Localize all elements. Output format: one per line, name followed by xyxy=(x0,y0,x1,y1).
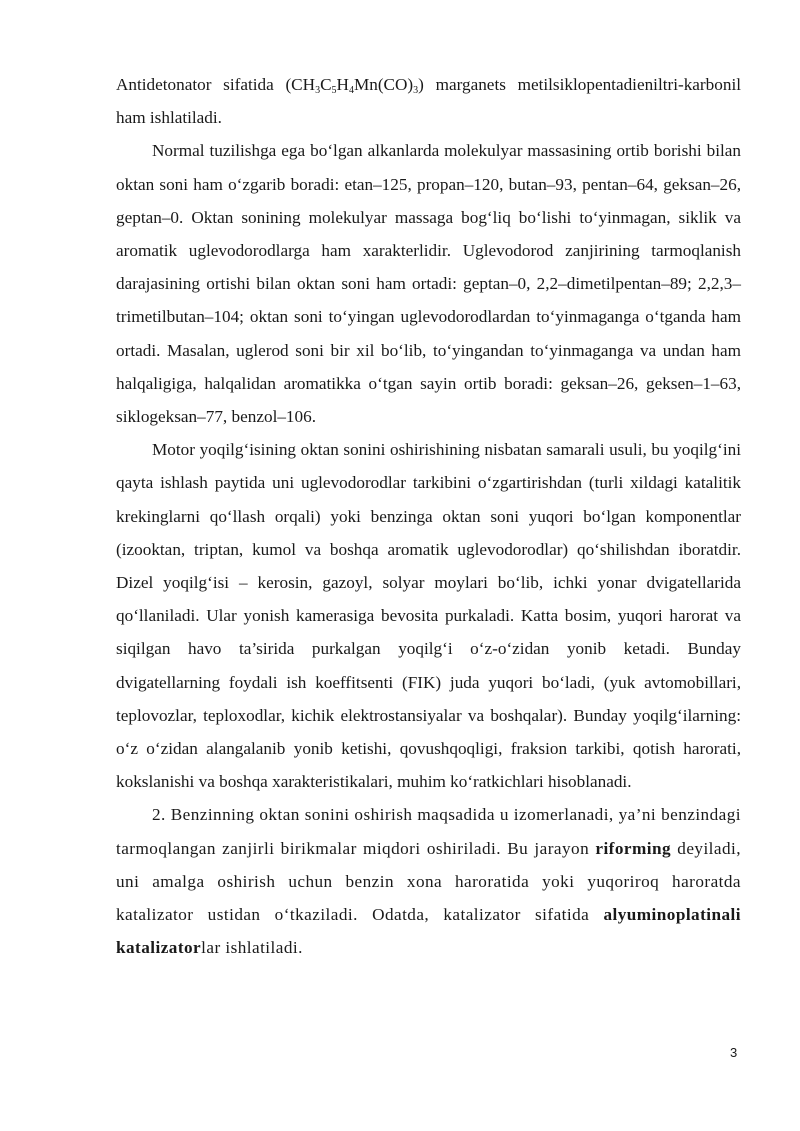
paragraph-reforming xyxy=(116,798,741,964)
p1-text-a: Antidetonator sifatida (CH xyxy=(116,75,316,94)
term-alyuminoplatinali: alyuminoplatinali katalizator xyxy=(116,905,741,958)
body-text xyxy=(116,68,741,964)
p1-text-b: C xyxy=(320,75,332,94)
term-riforming: riforming xyxy=(595,838,672,858)
paragraph-alkanes-octane: Normal tuzilishga ega bo‘lgan alkanlarda molekulyar massasining ortib borishi bilan oktan soni ham o‘zgarib boradi: etan–125, propan–120, butan–93, pentan–64, geksan–26, geptan–0. Oktan sonining molekulyar massaga bog‘liq bo‘lishi to‘yinmagan, siklik va aromatik uglevodorodlarga ham xarakterlidir. Uglevodorod zanjirining tarmoqlanish darajasining ortishi bilan oktan soni ham ortadi: geptan–0, 2,2–dimetilpentan–89; 2,2,3–trimetilbutan–104; oktan soni to‘yingan uglevodorodlardan to‘yinmaganga o‘tganda ham ortadi. Masalan, uglerod soni bir xil bo‘lib, to‘yingandan to‘yinmaganga va undan ham halqaligiga, halqalidan aromatikka o‘tgan sayin ortib boradi: geksan–26, geksen–1–63, siklogeksan–77, benzol–106. xyxy=(116,141,741,427)
formula-sub-2: 5 xyxy=(331,85,337,96)
p4-text-c: lar ishlatiladi. xyxy=(201,938,303,958)
p1-text-c: H xyxy=(336,75,349,94)
p1-text-d: Mn(CO) xyxy=(353,75,414,94)
formula-sub-1: 3 xyxy=(315,85,321,96)
p1-text-e: ) marganets metilsiklopentadieniltri-karbonil ham ishlatiladi. xyxy=(116,75,741,128)
p4-text-a: 2. Benzinning oktan sonini oshirish maqsadida u izomerlanadi, ya’ni benzindagi tarmoqlangan zanjirli birikmalar miqdori oshiriladi. Bu jarayon xyxy=(116,805,741,858)
formula-sub-3: 4 xyxy=(348,85,354,96)
page-number: 3 xyxy=(730,1045,738,1060)
paragraph-motor-fuel: Motor yoqilg‘isining oktan sonini oshirishining nisbatan samarali usuli, bu yoqilg‘ini qayta ishlash paytida uni uglevodorodlar tarkibini o‘zgartirishdan (turli xildagi katalitik krekinglarni qo‘llash orqali) yoki benzinga oktan soni yuqori bo‘lgan komponentlar (izooktan, triptan, kumol va boshqa aromatik uglevodorodlar) qo‘shilishdan iboratdir. Dizel yoqilg‘isi – kerosin, gazoyl, solyar moylari bo‘lib, ichki yonar dvigatellarida qo‘llaniladi. Ular yonish kamerasiga bevosita purkaladi. Katta bosim, yuqori harorat va siqilgan havo ta’sirida purkalgan yoqilg‘i o‘z-o‘zidan yonib ketadi. Bunday dvigatellarning foydali ish koeffitsenti (FIK) juda yuqori bo‘ladi, (yuk avtomobillari, teplovozlar, teploxodlar, kichik elektrostansiyalar va boshqalar). Bunday yoqilg‘ilarning: o‘z o‘zidan alangalanib yonib ketishi, qovushqoqligi, fraksion tarkibi, qotish harorati, kokslanishi va boshqa xarakteristikalari, muhim ko‘ratkichlari hisoblanadi. xyxy=(116,440,741,792)
formula-sub-4: 3 xyxy=(413,85,419,96)
paragraph-antidetonator xyxy=(116,68,741,134)
p4-text-b: deyiladi, uni amalga oshirish uchun benzin xona haroratida yoki yuqoriroq haroratda katalizator ustidan o‘tkaziladi. Odatda, katalizator sifatida xyxy=(116,838,741,925)
